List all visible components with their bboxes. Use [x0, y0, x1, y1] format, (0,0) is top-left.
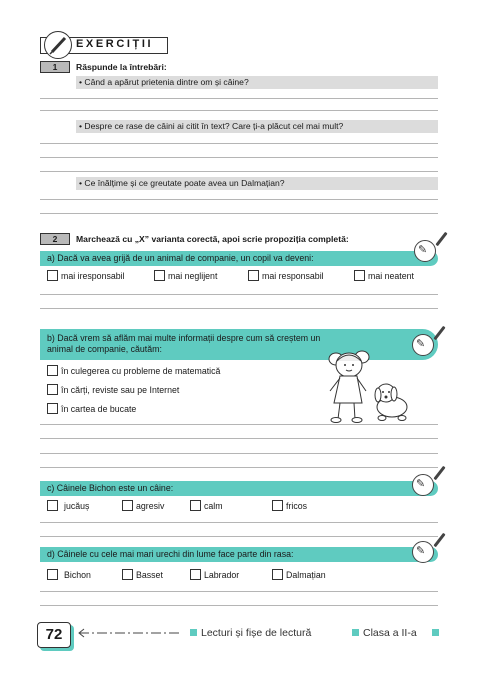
option-d-2[interactable]	[122, 569, 163, 580]
option-a-1[interactable]	[47, 270, 125, 281]
question-bar: • Ce înălțime și ce greutate poate avea un Dalmațian?	[76, 177, 438, 190]
answer-line	[40, 605, 438, 606]
dash-arrow-icon	[78, 628, 184, 638]
option-d-4[interactable]	[272, 569, 326, 580]
checkbox[interactable]	[47, 500, 58, 511]
option-a-2[interactable]	[154, 270, 217, 281]
checkbox[interactable]	[47, 365, 58, 376]
pencil-circle-icon	[44, 31, 72, 59]
answer-line	[40, 213, 438, 214]
checkbox[interactable]	[154, 270, 165, 281]
exercise-title: Răspunde la întrebări:	[76, 62, 167, 72]
option-a-3[interactable]	[248, 270, 324, 281]
grade-label: Clasa a II-a	[363, 627, 417, 639]
answer-line	[40, 453, 438, 454]
bullet-square	[352, 629, 359, 636]
exercises-title: EXERCIȚII	[76, 38, 154, 50]
question-b-line1: b) Dacă vrem să aflăm mai multe informații despre cum să creștem un	[47, 333, 321, 343]
option-label: fricos	[286, 500, 308, 511]
answer-line	[40, 143, 438, 144]
bullet-square	[190, 629, 197, 636]
option-label: în cartea de bucate	[61, 403, 137, 414]
answer-line	[40, 424, 438, 425]
option-b-2[interactable]	[47, 384, 179, 395]
pencil-badge-icon	[412, 541, 434, 563]
exercise-number-tag: 2	[40, 233, 70, 245]
checkbox[interactable]	[122, 569, 133, 580]
question-bar: • Despre ce rase de câini ai citit în text? Care ți-a plăcut cel mai mult?	[76, 120, 438, 133]
question-a-bar: a) Dacă va avea grijă de un animal de companie, un copil va deveni:	[40, 251, 438, 266]
checkbox[interactable]	[248, 270, 259, 281]
checkbox[interactable]	[122, 500, 133, 511]
answer-line	[40, 438, 438, 439]
answer-line	[40, 171, 438, 172]
option-label: mai neatent	[368, 270, 414, 281]
option-label: Labrador	[204, 569, 240, 580]
answer-line	[40, 591, 438, 592]
option-label: jucăuș	[64, 500, 90, 511]
option-label: Basset	[136, 569, 163, 580]
option-label: Bichon	[64, 569, 91, 580]
checkbox[interactable]	[190, 569, 201, 580]
book-title: Lecturi și fișe de lectură	[201, 627, 312, 639]
checkbox[interactable]	[47, 270, 58, 281]
option-label: în cărți, reviste sau pe Internet	[61, 384, 180, 395]
exercise-number-tag: 1	[40, 61, 70, 73]
question-c-bar: c) Câinele Bichon este un câine:	[40, 481, 438, 496]
checkbox[interactable]	[47, 569, 58, 580]
answer-line	[40, 294, 438, 295]
question-bar: • Când a apărut prietenia dintre om și câine?	[76, 76, 438, 89]
exercise-title: Marchează cu „X” varianta corectă, apoi scrie propoziția completă:	[76, 234, 349, 244]
question-d-bar: d) Câinele cu cele mai mari urechi din lume face parte din rasa:	[40, 547, 438, 562]
pencil-badge-icon	[412, 334, 434, 356]
option-label: agresiv	[136, 500, 165, 511]
option-c-4[interactable]	[272, 500, 307, 511]
answer-line	[40, 522, 438, 523]
option-label: Dalmațian	[286, 569, 326, 580]
answer-line	[40, 199, 438, 200]
checkbox[interactable]	[272, 500, 283, 511]
checkbox[interactable]	[190, 500, 201, 511]
option-a-4[interactable]	[354, 270, 414, 281]
checkbox[interactable]	[272, 569, 283, 580]
girl-with-puppy-illustration	[322, 345, 414, 425]
option-label: calm	[204, 500, 223, 511]
option-c-1[interactable]	[47, 500, 89, 511]
checkbox[interactable]	[47, 384, 58, 395]
bullet-square	[432, 629, 439, 636]
option-c-3[interactable]	[190, 500, 223, 511]
question-b-line2: animal de companie, căutăm:	[47, 344, 162, 354]
answer-line	[40, 536, 438, 537]
answer-line	[40, 98, 438, 99]
answer-line	[40, 467, 438, 468]
option-d-3[interactable]	[190, 569, 239, 580]
option-d-1[interactable]	[47, 569, 91, 580]
page-number: 72	[37, 622, 71, 648]
option-label: în culegerea cu probleme de matematică	[61, 365, 221, 376]
option-b-1[interactable]	[47, 365, 220, 376]
option-b-3[interactable]	[47, 403, 136, 414]
answer-line	[40, 308, 438, 309]
option-c-2[interactable]	[122, 500, 164, 511]
pencil-badge-icon	[414, 240, 436, 262]
checkbox[interactable]	[47, 403, 58, 414]
option-label: mai neglijent	[168, 270, 218, 281]
option-label: mai responsabil	[262, 270, 324, 281]
checkbox[interactable]	[354, 270, 365, 281]
pencil-badge-icon	[412, 474, 434, 496]
option-label: mai iresponsabil	[61, 270, 125, 281]
answer-line	[40, 110, 438, 111]
answer-line	[40, 157, 438, 158]
